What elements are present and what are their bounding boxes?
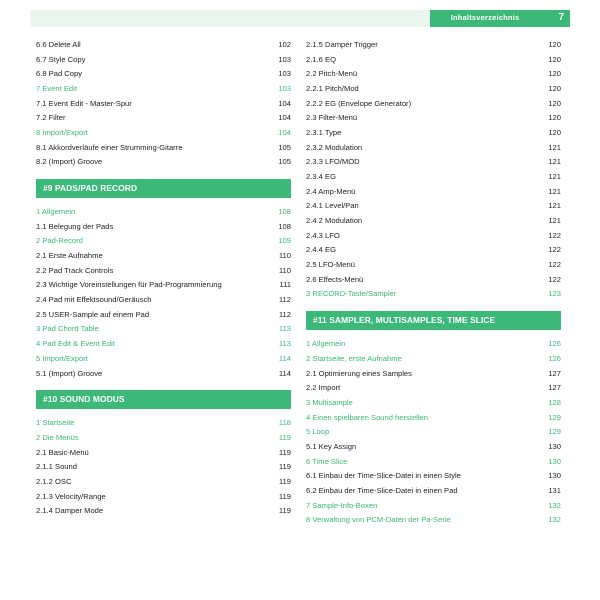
toc-entry-page: 104 bbox=[278, 128, 291, 138]
toc-entry-page: 120 bbox=[548, 54, 561, 64]
toc-entry-page: 105 bbox=[278, 157, 291, 167]
toc-entry-page: 104 bbox=[278, 113, 291, 123]
toc-entry-label: 2.2.2 EG (Envelope Generator) bbox=[306, 98, 412, 108]
toc-entry[interactable] bbox=[306, 216, 561, 225]
toc-entry-label: 6 Time Slice bbox=[306, 456, 348, 466]
toc-entry-label: 2.4 Pad mit Effektsound/Geräusch bbox=[36, 295, 152, 305]
toc-entry[interactable] bbox=[36, 207, 291, 216]
toc-entry-label: 2.1.6 EQ bbox=[306, 54, 336, 64]
toc-entry-page: 120 bbox=[548, 113, 561, 123]
toc-entry-page: 103 bbox=[278, 69, 291, 79]
toc-entry[interactable] bbox=[306, 501, 561, 510]
toc-entry-page: 104 bbox=[278, 98, 291, 108]
toc-entry-page: 122 bbox=[548, 230, 561, 240]
toc-entry-page: 121 bbox=[548, 186, 561, 196]
toc-entry[interactable] bbox=[36, 418, 291, 427]
toc-entry-label: 8.2 (Import) Groove bbox=[36, 157, 103, 167]
toc-entry-label: 2.3.2 Modulation bbox=[306, 142, 363, 152]
toc-entry-label: 2 Startseite, erste Aufnahme bbox=[306, 353, 402, 363]
toc-entry-label: 1.1 Belegung der Pads bbox=[36, 221, 114, 231]
toc-entry[interactable] bbox=[36, 339, 291, 348]
toc-entry-label: 2.3.1 Type bbox=[306, 128, 342, 138]
toc-entry[interactable] bbox=[36, 157, 291, 166]
toc-entry-page: 113 bbox=[278, 339, 291, 349]
section-heading: #10 SOUND MODUS bbox=[36, 390, 291, 409]
toc-entry-label: 6.8 Pad Copy bbox=[36, 69, 83, 79]
page-header bbox=[30, 10, 570, 27]
toc-entry[interactable] bbox=[36, 354, 291, 363]
toc-entry-label: 5.1 Key Assign bbox=[306, 441, 357, 451]
toc-entry[interactable] bbox=[306, 339, 561, 348]
toc-entry-label: 2.4 Amp-Menü bbox=[306, 186, 356, 196]
toc-entry[interactable] bbox=[36, 40, 291, 49]
toc-entry-label: 2.1.5 Damper Trigger bbox=[306, 40, 378, 49]
toc-entry-label: 1 Startseite bbox=[36, 418, 75, 428]
toc-entry-label: 7 Sample-Info-Boxen bbox=[306, 500, 378, 510]
toc-entry-page: 119 bbox=[278, 506, 291, 516]
toc-entry-label: 2.1.3 Velocity/Range bbox=[36, 491, 106, 501]
toc-entry[interactable] bbox=[306, 231, 561, 240]
toc-entry[interactable] bbox=[36, 266, 291, 275]
toc-entry[interactable] bbox=[36, 113, 291, 122]
toc-entry-label: 2.3 Wichtige Voreinstellungen für Pad-Programmierung bbox=[36, 280, 222, 290]
toc-entry-page: 102 bbox=[278, 40, 291, 49]
toc-entry-label: 1 Allgemein bbox=[36, 207, 76, 217]
toc-entry[interactable] bbox=[306, 515, 561, 524]
toc-entry-label: 3 Pad Chord Table bbox=[36, 324, 99, 334]
toc-entry-page: 112 bbox=[278, 295, 291, 305]
toc-entry-label: 8 Verwaltung von PCM-Daten der Pa-Serie bbox=[306, 515, 451, 525]
toc-entry[interactable] bbox=[36, 69, 291, 78]
toc-entry-page: 123 bbox=[548, 289, 561, 299]
toc-entry[interactable] bbox=[36, 433, 291, 442]
toc-entry-page: 110 bbox=[278, 265, 291, 275]
toc-entry-label: 8.1 Akkordverläufe einer Strumming-Gitarre bbox=[36, 142, 183, 152]
toc-entry[interactable] bbox=[306, 245, 561, 254]
toc-entry[interactable] bbox=[306, 201, 561, 210]
toc-entry-page: 121 bbox=[548, 142, 561, 152]
toc-entry-page: 121 bbox=[548, 216, 561, 226]
toc-entry-label: 2.2 Pitch-Menü bbox=[306, 69, 358, 79]
toc-entry-page: 127 bbox=[548, 383, 561, 393]
toc-entry[interactable] bbox=[306, 84, 561, 93]
toc-entry[interactable] bbox=[36, 251, 291, 260]
toc-entry-page: 122 bbox=[548, 245, 561, 255]
toc-entry[interactable] bbox=[36, 128, 291, 137]
toc-entry-label: 3 RECORD-Taste/Sampler bbox=[306, 289, 397, 299]
toc-entry-page: 118 bbox=[278, 418, 291, 428]
toc-entry-page: 119 bbox=[278, 476, 291, 486]
toc-entry-page: 121 bbox=[548, 201, 561, 211]
toc-entry[interactable] bbox=[306, 413, 561, 422]
toc-entry[interactable] bbox=[306, 289, 561, 298]
toc-entry-page: 131 bbox=[548, 485, 561, 495]
toc-entry[interactable] bbox=[306, 260, 561, 269]
toc-entry-label: 2.3.4 EG bbox=[306, 172, 336, 182]
toc-entry[interactable] bbox=[306, 172, 561, 181]
toc-entry-page: 119 bbox=[278, 491, 291, 501]
toc-entry-label: 2.3 Filter-Menü bbox=[306, 113, 358, 123]
toc-entry-page: 122 bbox=[548, 274, 561, 284]
toc-entry[interactable] bbox=[306, 471, 561, 480]
toc-entry-label: 2.1 Optimierung eines Samples bbox=[306, 368, 412, 378]
toc-entry-label: 2 Pad-Record bbox=[36, 236, 83, 246]
toc-entry[interactable] bbox=[36, 55, 291, 64]
toc-entry-label: 2.4.1 Level/Pan bbox=[306, 201, 359, 211]
toc-entry[interactable] bbox=[36, 143, 291, 152]
toc-entry-page: 126 bbox=[548, 339, 561, 349]
toc-entry[interactable] bbox=[306, 354, 561, 363]
toc-entry-page: 108 bbox=[278, 221, 291, 231]
toc-entry-page: 132 bbox=[548, 500, 561, 510]
toc-entry-page: 105 bbox=[278, 142, 291, 152]
toc-entry[interactable] bbox=[306, 427, 561, 436]
toc-entry-page: 119 bbox=[278, 462, 291, 472]
toc-entry-label: 4 Pad Edit & Event Edit bbox=[36, 339, 115, 349]
toc-entry-label: 2.1.4 Damper Mode bbox=[36, 506, 104, 516]
toc-entry-label: 7 Event Edit bbox=[36, 84, 77, 94]
toc-entry-label: 6.1 Einbau der Time-Slice-Datei in einen Style bbox=[306, 471, 461, 481]
toc-entry[interactable] bbox=[306, 275, 561, 284]
toc-entry-page: 119 bbox=[278, 432, 291, 442]
toc-entry-label: 6.7 Style Copy bbox=[36, 54, 86, 64]
toc-entry[interactable] bbox=[306, 457, 561, 466]
toc-entry-page: 120 bbox=[548, 40, 561, 49]
toc-entry[interactable] bbox=[36, 369, 291, 378]
toc-entry[interactable] bbox=[36, 84, 291, 93]
toc-entry-page: 109 bbox=[278, 236, 291, 246]
toc-entry-label: 2.3.3 LFO/MOD bbox=[306, 157, 360, 167]
toc-entry[interactable] bbox=[36, 310, 291, 319]
toc-entry-label: 7.1 Event Edit - Master-Spur bbox=[36, 98, 132, 108]
toc-entry-label: 5 Import/Export bbox=[36, 353, 88, 363]
toc-entry-page: 114 bbox=[278, 368, 291, 378]
toc-entry-label: 7.2 Filter bbox=[36, 113, 66, 123]
toc-entry-label: 2.2 Pad Track Controls bbox=[36, 265, 114, 275]
toc-entry[interactable] bbox=[306, 55, 561, 64]
toc-entry-label: 2.5 USER-Sample auf einem Pad bbox=[36, 309, 150, 319]
toc-entry-label: 5 Loop bbox=[306, 427, 330, 437]
toc-entry-page: 103 bbox=[278, 84, 291, 94]
toc-entry[interactable] bbox=[306, 486, 561, 495]
toc-entry-page: 113 bbox=[278, 324, 291, 334]
toc-entry[interactable] bbox=[36, 462, 291, 471]
toc-entry-page: 126 bbox=[548, 353, 561, 363]
toc-entry-label: 8 Import/Export bbox=[36, 128, 88, 138]
toc-entry-label: 1 Allgemein bbox=[306, 339, 346, 349]
toc-entry-label: 2.6 Effects-Menü bbox=[306, 274, 364, 284]
toc-entry[interactable] bbox=[306, 442, 561, 451]
toc-entry-page: 130 bbox=[548, 456, 561, 466]
toc-entry-page: 108 bbox=[278, 207, 291, 217]
toc-entry[interactable] bbox=[306, 113, 561, 122]
toc-entry-page: 132 bbox=[548, 515, 561, 525]
toc-entry-label: 6.6 Delete All bbox=[36, 40, 81, 49]
toc-entry-page: 110 bbox=[278, 251, 291, 261]
toc-entry-label: 2 Die Menüs bbox=[36, 432, 79, 442]
toc-entry-page: 120 bbox=[548, 98, 561, 108]
toc-entry[interactable] bbox=[306, 128, 561, 137]
toc-entry-label: 2.4.4 EG bbox=[306, 245, 336, 255]
toc-entry-page: 128 bbox=[548, 397, 561, 407]
toc-entry-page: 121 bbox=[548, 157, 561, 167]
toc-entry[interactable] bbox=[306, 383, 561, 392]
toc-entry-page: 120 bbox=[548, 128, 561, 138]
toc-entry[interactable] bbox=[36, 477, 291, 486]
toc-entry-page: 129 bbox=[548, 427, 561, 437]
toc-entry-page: 112 bbox=[278, 309, 291, 319]
toc-entry-label: 2.2 Import bbox=[306, 383, 341, 393]
toc-entry-label: 2.4.2 Modulation bbox=[306, 216, 363, 226]
toc-entry-page: 114 bbox=[278, 353, 291, 363]
toc-entry-page: 130 bbox=[548, 471, 561, 481]
toc-entry-label: 2.1.1 Sound bbox=[36, 462, 77, 472]
toc-entry-label: 3 Multisample bbox=[306, 397, 353, 407]
toc-entry-page: 121 bbox=[548, 172, 561, 182]
toc-entry-page: 127 bbox=[548, 368, 561, 378]
toc-entry[interactable] bbox=[36, 99, 291, 108]
toc-entry-label: 2.1 Erste Aufnahme bbox=[36, 251, 103, 261]
toc-column-right bbox=[306, 40, 561, 530]
toc-entry-label: 2.5 LFO-Menü bbox=[306, 260, 355, 270]
toc-entry-label: 4 Einen spielbaren Sound herstellen bbox=[306, 412, 429, 422]
toc-entry[interactable] bbox=[36, 295, 291, 304]
toc-entry-label: 2.2.1 Pitch/Mod bbox=[306, 84, 359, 94]
toc-entry-page: 130 bbox=[548, 441, 561, 451]
toc-entry-page: 120 bbox=[548, 69, 561, 79]
toc-entry-page: 103 bbox=[278, 54, 291, 64]
toc-entry[interactable] bbox=[306, 99, 561, 108]
toc-entry[interactable] bbox=[306, 40, 561, 49]
toc-entry[interactable] bbox=[36, 280, 291, 289]
toc-entry[interactable] bbox=[36, 236, 291, 245]
page-number: 7 bbox=[558, 12, 564, 23]
toc-entry[interactable] bbox=[36, 492, 291, 501]
toc-entry-page: 120 bbox=[548, 84, 561, 94]
section-heading: #11 SAMPLER, MULTISAMPLES, TIME SLICE bbox=[306, 311, 561, 330]
toc-entry[interactable] bbox=[306, 369, 561, 378]
toc-entry-page: 111 bbox=[279, 280, 291, 290]
toc-entry-page: 119 bbox=[278, 447, 291, 457]
toc-entry-label: 5.1 (Import) Groove bbox=[36, 368, 103, 378]
toc-column-left bbox=[36, 40, 291, 521]
toc-entry[interactable] bbox=[36, 448, 291, 457]
toc-entry[interactable] bbox=[36, 506, 291, 515]
toc-entry[interactable] bbox=[306, 157, 561, 166]
toc-entry[interactable] bbox=[306, 398, 561, 407]
toc-entry-label: 2.1 Basic-Menü bbox=[36, 447, 89, 457]
header-title: Inhaltsverzeichnis bbox=[450, 13, 520, 22]
toc-entry[interactable] bbox=[36, 324, 291, 333]
toc-entry-page: 122 bbox=[548, 260, 561, 270]
toc-entry-label: 2.1.2 OSC bbox=[36, 476, 72, 486]
toc-entry[interactable] bbox=[306, 143, 561, 152]
toc-entry-page: 129 bbox=[548, 412, 561, 422]
section-heading: #9 PADS/PAD RECORD bbox=[36, 179, 291, 198]
toc-entry[interactable] bbox=[306, 187, 561, 196]
toc-entry-label: 2.4.3 LFO bbox=[306, 230, 340, 240]
toc-entry-label: 6.2 Einbau der Time-Slice-Datei in einen Pad bbox=[306, 485, 458, 495]
toc-entry[interactable] bbox=[306, 69, 561, 78]
toc-entry[interactable] bbox=[36, 222, 291, 231]
